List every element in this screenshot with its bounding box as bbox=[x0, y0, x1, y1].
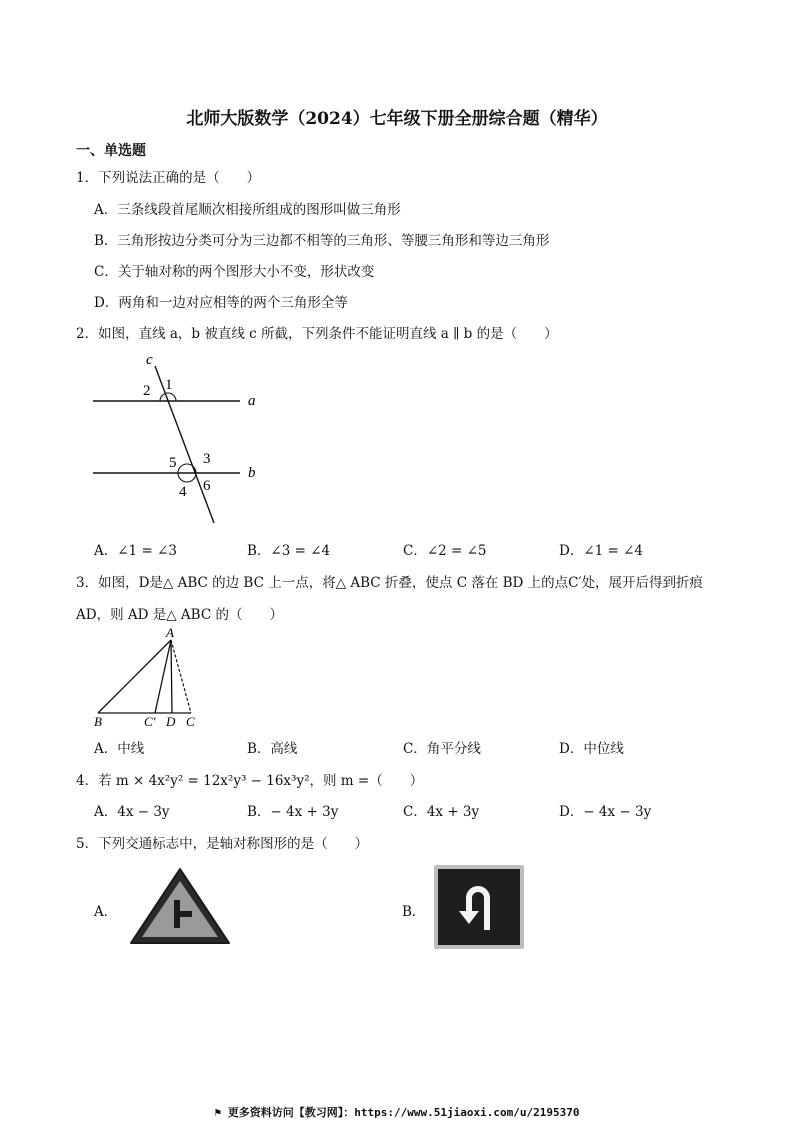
q4-option-a[interactable]: A．4x − 3y bbox=[94, 804, 170, 820]
q2-option-d[interactable]: D．∠1 = ∠4 bbox=[559, 543, 644, 559]
q3-option-a[interactable]: A．中线 bbox=[94, 741, 145, 757]
q5-option-a-label[interactable]: A． bbox=[94, 904, 118, 920]
q1-option-a[interactable]: A．三条线段首尾顺次相接所组成的图形叫做三角形 bbox=[94, 202, 401, 218]
q4-option-d[interactable]: D．− 4x − 3y bbox=[559, 804, 652, 820]
q3-figure bbox=[88, 622, 218, 732]
q5-option-b-label[interactable]: B． bbox=[402, 904, 426, 920]
flag-icon: ⚑ bbox=[214, 1106, 228, 1119]
label-4: 4 bbox=[179, 484, 187, 500]
q2-option-c[interactable]: C．∠2 = ∠5 bbox=[403, 543, 487, 559]
label-D: D bbox=[166, 714, 176, 729]
segment-ad bbox=[171, 640, 172, 713]
q3-stem-line1: 3．如图，D是△ ABC 的边 BC 上一点，将△ ABC 折叠，使点 C 落在 BD 上的点C′处，展开后得到折痕 bbox=[76, 575, 704, 591]
q1-option-d[interactable]: D．两角和一边对应相等的两个三角形全等 bbox=[94, 295, 348, 311]
label-5: 5 bbox=[169, 455, 177, 471]
q4-stem: 4．若 m × 4x²y² = 12x²y³ − 16x³y²，则 m =（ ） bbox=[76, 773, 424, 789]
label-A: A bbox=[166, 625, 174, 640]
label-b: b bbox=[248, 465, 256, 481]
label-3: 3 bbox=[203, 451, 211, 467]
q1-option-b[interactable]: B．三角形按边分类可分为三边都不相等的三角形、等腰三角形和等边三角形 bbox=[94, 233, 550, 249]
label-6: 6 bbox=[203, 478, 211, 494]
label-2: 2 bbox=[143, 383, 151, 399]
q3-option-b[interactable]: B．高线 bbox=[247, 741, 298, 757]
q2-option-b[interactable]: B．∠3 = ∠4 bbox=[247, 543, 331, 559]
label-B: B bbox=[94, 714, 102, 729]
segment-ac-dashed bbox=[171, 640, 191, 713]
segment-ab bbox=[98, 640, 171, 713]
label-1: 1 bbox=[165, 377, 173, 393]
q3-option-c[interactable]: C．角平分线 bbox=[403, 741, 481, 757]
q4-option-b[interactable]: B．− 4x + 3y bbox=[247, 804, 339, 820]
q5-stem: 5．下列交通标志中，是轴对称图形的是（ ） bbox=[76, 836, 369, 852]
q1-option-c[interactable]: C．关于轴对称的两个图形大小不变，形状改变 bbox=[94, 264, 375, 280]
label-c: c bbox=[146, 352, 153, 368]
q2-option-a[interactable]: A．∠1 = ∠3 bbox=[94, 543, 177, 559]
q2-stem: 2．如图，直线 a，b 被直线 c 所截，下列条件不能证明直线 a ∥ b 的是（ ） bbox=[76, 326, 558, 342]
footer-text: 更多资料访问【教习网】：https://www.51jiaoxi.com/u/2195370 bbox=[227, 1106, 580, 1119]
page-title: 北师大版数学（2024）七年级下册全册综合题（精华） bbox=[186, 109, 608, 129]
u-turn-sign-icon[interactable] bbox=[433, 864, 525, 950]
q2-figure bbox=[88, 350, 268, 530]
q3-option-d[interactable]: D．中位线 bbox=[559, 741, 624, 757]
segment-acp bbox=[155, 640, 171, 713]
footer-link[interactable] bbox=[0, 1104, 794, 1120]
q4-option-c[interactable]: C．4x + 3y bbox=[403, 804, 480, 820]
t-junction-sign-icon[interactable] bbox=[128, 866, 232, 948]
label-Cp: C′ bbox=[144, 714, 156, 729]
q3-stem-line2: AD，则 AD 是△ ABC 的（ ） bbox=[76, 607, 283, 623]
section-heading: 一、单选题 bbox=[76, 143, 146, 159]
q1-stem: 1．下列说法正确的是（ ） bbox=[76, 170, 261, 186]
label-a: a bbox=[248, 393, 256, 409]
label-C: C bbox=[186, 714, 195, 729]
